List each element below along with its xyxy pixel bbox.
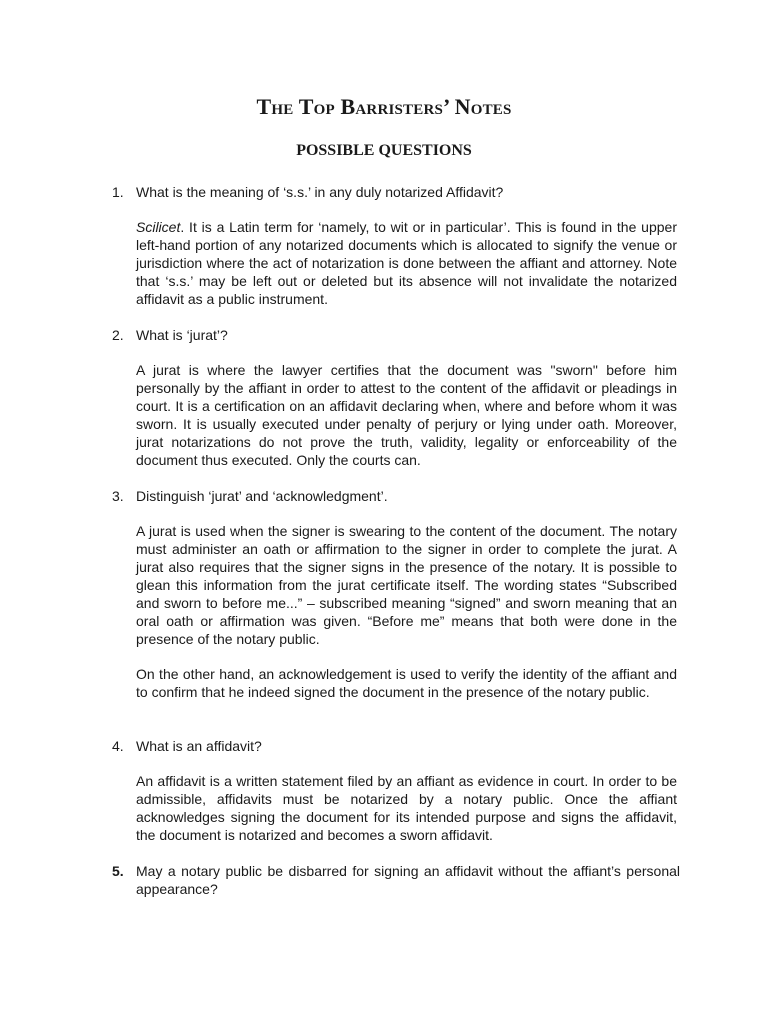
answer-lead-term: Scilicet: [136, 219, 181, 235]
question-1: [112, 183, 680, 201]
question-3: [112, 487, 680, 505]
question-text: What is an affidavit?: [136, 738, 262, 754]
document-title: The Top Barristers’ Notes: [256, 94, 512, 119]
answer-3-continued: On the other hand, an acknowledgement is used to verify the identity of the affiant and to confirm that he indeed signed the document in the presence of the notary public.: [136, 666, 677, 700]
answer-2: A jurat is where the lawyer certifies that the document was "sworn" before him personally by the affiant in order to attest to the content of the affidavit or pleadings in court. It is a certification on an affidavit declaring when, where and before whom it was sworn. It is usually executed under penalty of perjury or lying under oath. Moreover, jurat notarizations do not prove the truth, validity, legality or enforceability of the document thus executed. Only the courts can.: [136, 362, 677, 468]
question-5: [112, 862, 680, 898]
answer-text: . It is a Latin term for ‘namely, to wit or in particular’. This is found in the upper left-hand portion of any notarized documents which is allocated to signify the venue or jurisdiction where the act of notarization is done between the affiant and attorney. Note that ‘s.s.’ may be left out or deleted but its absence will not invalidate the notarized affidavit as a public instrument.: [136, 219, 677, 307]
question-text: What is the meaning of ‘s.s.’ in any duly notarized Affidavit?: [136, 184, 504, 200]
question-text: May a notary public be disbarred for signing an affidavit without the affiant’s personal appearance?: [136, 863, 680, 897]
question-text: Distinguish ‘jurat’ and ‘acknowledgment’.: [136, 488, 388, 504]
question-text: What is ‘jurat’?: [136, 327, 228, 343]
question-number: 3.: [112, 488, 124, 504]
question-number: 1.: [112, 184, 124, 200]
question-number: 2.: [112, 327, 124, 343]
question-2: [112, 326, 680, 344]
answer-3: A jurat is used when the signer is swearing to the content of the document. The notary must administer an oath or affirmation to the signer in order to complete the jurat. A jurat also requires that the signer signs in the presence of the notary. It is possible to glean this information from the jurat certificate itself. The wording states “Subscribed and sworn to before me...” – subscribed meaning “signed” and sworn meaning that an oral oath or affirmation was given. “Before me” means that both were done in the presence of the notary public.: [136, 523, 677, 647]
question-4: [112, 737, 680, 755]
answer-4: An affidavit is a written statement filed by an affiant as evidence in court. In order to be admissible, affidavits must be notarized by a notary public. Once the affiant acknowledges signing the document for its intended purpose and signs the affidavit, the document is notarized and becomes a sworn affidavit.: [136, 773, 677, 843]
question-number: 4.: [112, 738, 124, 754]
section-heading: POSSIBLE QUESTIONS: [296, 142, 472, 159]
question-number: 5.: [112, 863, 124, 879]
answer-1: [136, 218, 677, 308]
